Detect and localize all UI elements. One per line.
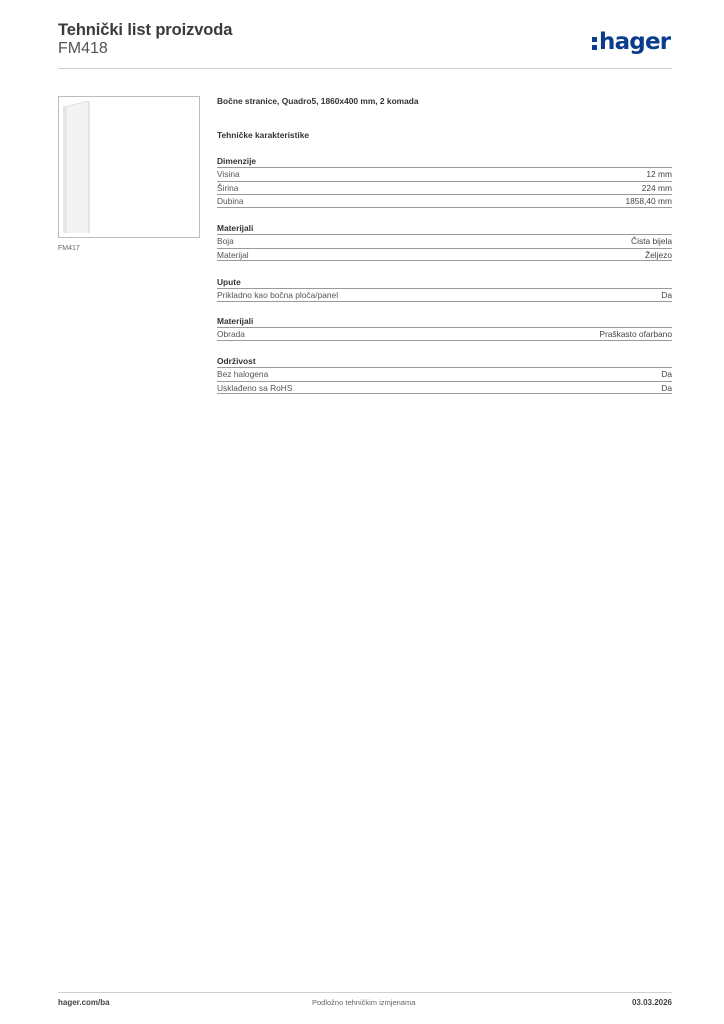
table-row bbox=[217, 181, 672, 195]
group-title: Materijali bbox=[217, 316, 254, 326]
group-title: Održivost bbox=[217, 356, 256, 366]
side-panel-image bbox=[63, 101, 195, 233]
table-row bbox=[217, 367, 672, 381]
group-instructions bbox=[217, 277, 672, 302]
group-sustainability bbox=[217, 356, 672, 394]
image-caption: FM417 bbox=[58, 245, 80, 252]
row-label: Prikladno kao bočna ploča/panel bbox=[217, 290, 339, 300]
row-value: Da bbox=[661, 382, 672, 393]
table-row bbox=[217, 167, 672, 181]
header-divider bbox=[58, 68, 672, 69]
group-dimensions bbox=[217, 156, 672, 208]
section-heading: Tehničke karakteristike bbox=[217, 130, 310, 140]
product-code: FM418 bbox=[58, 40, 108, 57]
footer-website-link[interactable]: hager.com/ba bbox=[58, 998, 110, 1007]
group-materials bbox=[217, 223, 672, 261]
row-label: Boja bbox=[217, 236, 234, 246]
row-value: Da bbox=[661, 369, 672, 379]
group-title: Materijali bbox=[217, 223, 254, 233]
row-label: Dubina bbox=[217, 196, 244, 206]
group-finish bbox=[217, 316, 672, 341]
group-title: Upute bbox=[217, 277, 241, 287]
product-image-frame bbox=[58, 96, 200, 238]
row-label: Širina bbox=[217, 182, 239, 193]
row-value: Željezo bbox=[645, 249, 672, 260]
row-value: Čista bijela bbox=[631, 236, 672, 246]
logo-text: hager bbox=[599, 29, 671, 55]
footer-notice: Podložno tehničkim izmjenama bbox=[312, 998, 416, 1007]
table-row bbox=[217, 194, 672, 208]
table-row bbox=[217, 288, 672, 302]
row-label: Obrada bbox=[217, 329, 245, 339]
table-row bbox=[217, 327, 672, 341]
row-label: Materijal bbox=[217, 249, 249, 260]
row-value: Da bbox=[661, 290, 672, 300]
row-value: 1858,40 mm bbox=[625, 196, 672, 206]
row-label: Bez halogena bbox=[217, 369, 269, 379]
row-value: Praškasto ofarbano bbox=[599, 329, 672, 339]
table-row bbox=[217, 381, 672, 395]
row-value: 224 mm bbox=[641, 182, 672, 193]
logo-colon-icon bbox=[592, 28, 598, 48]
table-row bbox=[217, 234, 672, 248]
row-value: 12 mm bbox=[646, 169, 672, 179]
footer-divider bbox=[58, 992, 672, 993]
footer-date: 03.03.2026 bbox=[631, 998, 672, 1007]
table-row bbox=[217, 248, 672, 262]
row-label: Visina bbox=[217, 169, 240, 179]
row-label: Usklađeno sa RoHS bbox=[217, 382, 293, 393]
group-title: Dimenzije bbox=[217, 156, 257, 166]
document-title: Tehnički list proizvoda bbox=[58, 21, 233, 39]
hager-logo bbox=[592, 28, 670, 56]
product-name: Bočne stranice, Quadro5, 1860x400 mm, 2 komada bbox=[217, 96, 419, 106]
